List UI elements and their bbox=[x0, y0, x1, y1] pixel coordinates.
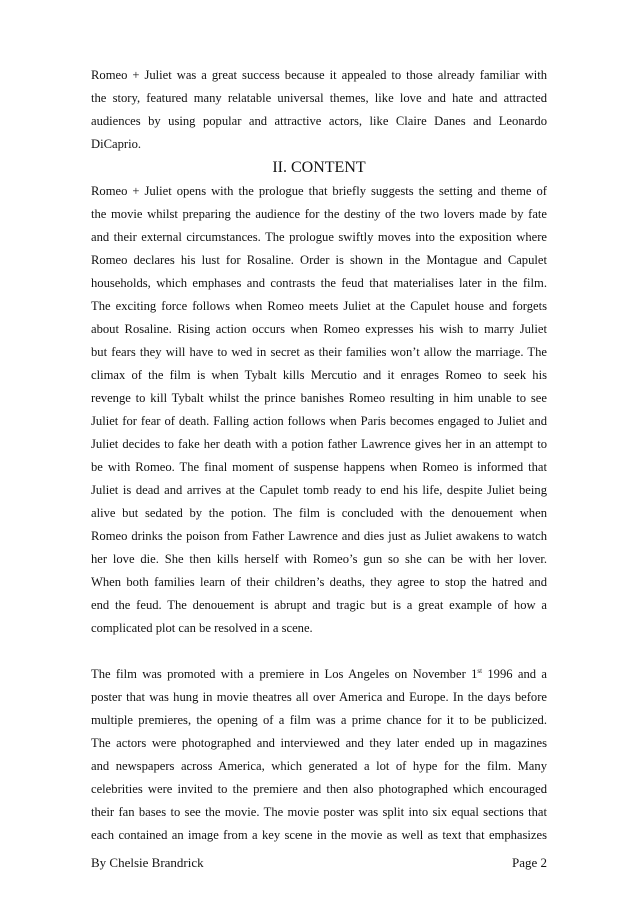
page-footer bbox=[91, 853, 547, 873]
content-line: her love die. She then kills herself with Romeo’s gun so she can be with her lover. bbox=[91, 552, 547, 566]
content-line: Romeo drinks the poison from Father Lawrence and dies just as Juliet awakens to watch bbox=[91, 529, 547, 543]
paragraph-gap bbox=[91, 640, 547, 663]
content-line: end the feud. The denouement is abrupt and tragic but is a great example of how a bbox=[91, 598, 547, 612]
promo-line-end: 1996 and a bbox=[482, 667, 548, 681]
footer-author: By Chelsie Brandrick bbox=[91, 855, 204, 870]
body-text bbox=[91, 64, 547, 847]
footer-page-number: Page 2 bbox=[511, 855, 547, 870]
intro-line: DiCaprio. bbox=[91, 137, 142, 151]
content-line: complicated plot can be resolved in a scene. bbox=[91, 621, 313, 635]
content-line: be with Romeo. The final moment of suspense happens when Romeo is informed that bbox=[91, 460, 547, 474]
promo-line: multiple premieres, the opening of a film was a prime chance for it to be publicized. bbox=[91, 713, 547, 727]
promo-line: poster that was hung in movie theatres all over America and Europe. In the days before bbox=[91, 690, 547, 704]
intro-line: Romeo + Juliet was a great success because it appealed to those already familiar with bbox=[91, 68, 547, 82]
content-line: alive but sedated by the potion. The film is concluded with the denouement when bbox=[91, 506, 547, 520]
content-line: Juliet decides to fake her death with a potion father Lawrence gives her in an attempt to bbox=[91, 437, 547, 451]
promo-line-start: The film was promoted with a premiere in Los Angeles on November 1 bbox=[91, 667, 478, 681]
content-line: revenge to kill Tybalt whilst the prince banishes Romeo resulting in him unable to see bbox=[91, 391, 547, 405]
content-line: Juliet for fear of death. Falling action follows when Paris becomes engaged to Juliet and bbox=[91, 414, 547, 428]
content-line: about Rosaline. Rising action occurs when Romeo expresses his wish to marry Juliet bbox=[91, 322, 547, 336]
intro-line: the story, featured many relatable universal themes, like love and hate and attracted bbox=[91, 91, 547, 105]
ordinal-suffix: st bbox=[477, 667, 483, 675]
section-heading: II. CONTENT bbox=[272, 159, 366, 176]
content-line: households, which emphases and contrasts the feud that materialises later in the film. bbox=[91, 276, 547, 290]
content-line: and their external circumstances. The prologue swiftly moves into the exposition where bbox=[91, 230, 547, 244]
content-line: Romeo declares his lust for Rosaline. Order is shown in the Montague and Capulet bbox=[91, 253, 547, 267]
content-line: but fears they will have to wed in secret as their families won’t allow the marriage. The bbox=[91, 345, 547, 359]
promo-line: and newspapers across America, which generated a lot of hype for the film. Many bbox=[91, 759, 547, 773]
promo-line: celebrities were invited to the premiere and then also photographed which encouraged bbox=[91, 782, 547, 796]
content-line: Juliet is dead and arrives at the Capulet tomb ready to end his life, despite Juliet being bbox=[91, 483, 547, 497]
promo-line: their fan bases to see the movie. The movie poster was split into six equal sections that bbox=[91, 805, 547, 819]
content-line: Romeo + Juliet opens with the prologue that briefly suggests the setting and theme of bbox=[91, 184, 547, 198]
content-line: climax of the film is when Tybalt kills Mercutio and it enrages Romeo to seek his bbox=[91, 368, 547, 382]
promo-line: each contained an image from a key scene in the movie as well as text that emphasizes bbox=[91, 828, 547, 842]
intro-line: audiences by using popular and attractive actors, like Claire Danes and Leonardo bbox=[91, 114, 547, 128]
content-line: The exciting force follows when Romeo meets Juliet at the Capulet house and forgets bbox=[91, 299, 547, 313]
promo-line: The actors were photographed and interviewed and they later ended up in magazines bbox=[91, 736, 547, 750]
content-line: the movie whilst preparing the audience for the destiny of the two lovers made by fate bbox=[91, 207, 547, 221]
content-line: When both families learn of their children’s deaths, they agree to stop the hatred and bbox=[91, 575, 547, 589]
promo-line bbox=[91, 663, 547, 686]
